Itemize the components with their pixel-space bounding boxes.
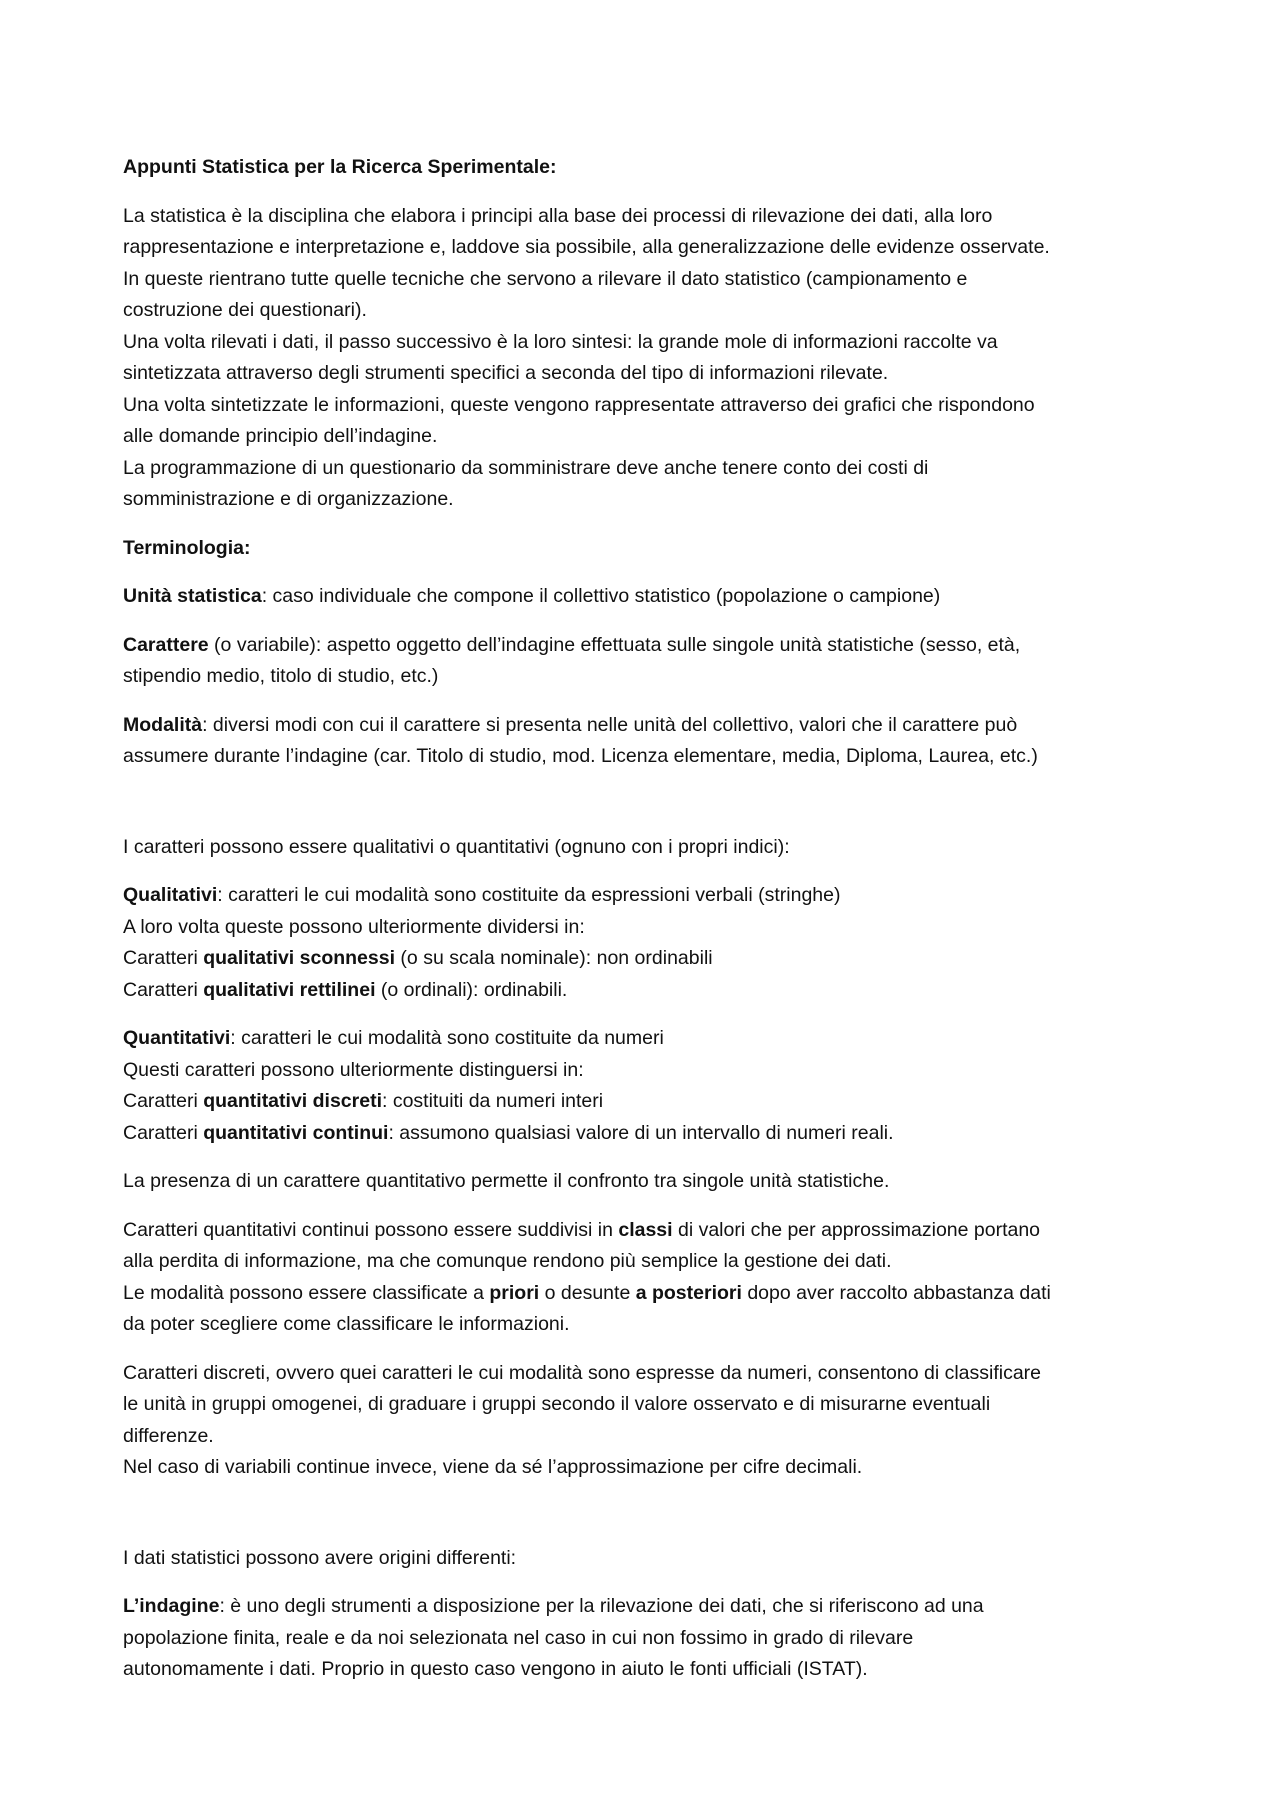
classi-line <box>123 1278 1163 1310</box>
classi-line: da poter scegliere come classificare le informazioni. <box>123 1313 570 1335</box>
discreti-line: le unità in gruppi omogenei, di graduare i gruppi secondo il valore osservato e di misurarne eventuali <box>123 1393 991 1415</box>
caratteri-intro <box>123 832 1163 864</box>
qualitativi-text: : caratteri le cui modalità sono costituite da espressioni verbali (stringhe) <box>217 884 841 906</box>
qualitativi-bold: qualitativi sconnessi <box>203 947 396 969</box>
caratteri-intro-text: I caratteri possono essere qualitativi o quantitativi (ognuno con i propri indici): <box>123 835 790 858</box>
quantitativi-line <box>123 1086 1163 1118</box>
intro-line: sintetizzata attraverso degli strumenti specifici a seconda del tipo di informazioni rilevate. <box>123 362 889 384</box>
classi-text: o desunte <box>539 1281 636 1304</box>
terminology-heading-text: Terminologia: <box>123 536 251 559</box>
classi-text: di valori che per approssimazione portano <box>672 1218 1041 1241</box>
indagine-line: autonomamente i dati. Proprio in questo caso vengono in aiuto le fonti ufficiali (ISTAT). <box>123 1658 868 1680</box>
intro-paragraph <box>123 201 1163 516</box>
quantitativi-text: : caratteri le cui modalità sono costituite da numeri <box>230 1027 664 1049</box>
quantitativi-paragraph <box>123 1023 1163 1149</box>
intro-line: Una volta sintetizzate le informazioni, queste vengono rappresentate attraverso dei grafici che rispondono <box>123 393 1035 416</box>
quantitativi-line <box>123 1023 1163 1055</box>
classi-paragraph <box>123 1215 1163 1341</box>
qualitativi-line <box>123 975 1163 1007</box>
discreti-paragraph <box>123 1358 1163 1484</box>
definition-text: : caso individuale che compone il collettivo statistico (popolazione o campione) <box>261 585 941 607</box>
classi-line <box>123 1215 1163 1247</box>
classi-text: dopo aver raccolto abbastanza dati <box>741 1281 1051 1304</box>
definition-term: Carattere <box>123 633 209 656</box>
qualitativi-term: Qualitativi <box>123 884 218 906</box>
definition-line: assumere durante l’indagine (car. Titolo di studio, mod. Licenza elementare, media, Diploma, Laurea, etc.) <box>123 745 1038 767</box>
quantitativi-text: Caratteri <box>123 1121 204 1144</box>
intro-line: alle domande principio dell’indagine. <box>123 425 438 447</box>
quantitativi-text: Caratteri <box>123 1090 204 1112</box>
qualitativi-text: Caratteri <box>123 978 204 1001</box>
qualitativi-line <box>123 880 1163 912</box>
origini-text: I dati statistici possono avere origini differenti: <box>123 1546 517 1569</box>
qualitativi-paragraph <box>123 880 1163 1006</box>
qualitativi-text: (o su scala nominale): non ordinabili <box>395 947 713 969</box>
definition-term: Unità statistica <box>123 585 262 607</box>
definition-line: stipendio medio, titolo di studio, etc.) <box>123 665 439 687</box>
presenza-text: La presenza di un carattere quantitativo permette il confronto tra singole unità statistiche. <box>123 1170 890 1192</box>
definition-line <box>123 710 1163 742</box>
qualitativi-text: Caratteri <box>123 947 204 969</box>
presenza-paragraph <box>123 1166 1163 1198</box>
quantitativi-text: : assumono qualsiasi valore di un intervallo di numeri reali. <box>388 1121 894 1144</box>
section-spacer <box>123 790 1163 832</box>
title-text: Appunti Statistica per la Ricerca Sperimentale: <box>123 156 557 178</box>
indagine-term: L’indagine <box>123 1595 220 1617</box>
terminology-heading <box>123 533 1163 565</box>
intro-line: In queste rientrano tutte quelle tecniche che servono a rilevare il dato statistico (campionamento e <box>123 267 968 290</box>
definition-line <box>123 581 1163 613</box>
quantitativi-text: : costituiti da numeri interi <box>382 1090 604 1112</box>
qualitativi-text: (o ordinali): ordinabili. <box>375 978 568 1001</box>
document-page <box>123 152 1163 1703</box>
definition-text: (o variabile): aspetto oggetto dell’indagine effettuata sulle singole unità statistiche (sesso, età, <box>208 633 1021 656</box>
origini-paragraph <box>123 1543 1163 1575</box>
intro-line: costruzione dei questionari). <box>123 299 367 321</box>
qualitativi-line: A loro volta queste possono ulteriormente dividersi in: <box>123 915 585 938</box>
definition-modalita <box>123 710 1163 773</box>
document-title <box>123 152 1163 184</box>
indagine-line <box>123 1591 1163 1623</box>
intro-line: La statistica è la disciplina che elabora i principi alla base dei processi di rilevazione dei dati, alla loro <box>123 204 993 227</box>
indagine-line: popolazione finita, reale e da noi selezionata nel caso in cui non fossimo in grado di rilevare <box>123 1626 914 1649</box>
indagine-paragraph <box>123 1591 1163 1686</box>
classi-text: Le modalità possono essere classificate a <box>123 1281 490 1304</box>
definition-text: : diversi modi con cui il carattere si presenta nelle unità del collettivo, valori che il carattere può <box>202 713 1018 736</box>
classi-bold: a posteriori <box>635 1281 742 1304</box>
classi-bold: classi <box>618 1218 673 1241</box>
quantitativi-bold: quantitativi continui <box>203 1121 389 1144</box>
definition-carattere <box>123 630 1163 693</box>
intro-line: somministrazione e di organizzazione. <box>123 488 454 510</box>
classi-text: Caratteri quantitativi continui possono essere suddivisi in <box>123 1218 619 1241</box>
intro-line: Una volta rilevati i dati, il passo successivo è la loro sintesi: la grande mole di informazioni raccolte va <box>123 330 998 353</box>
quantitativi-line <box>123 1118 1163 1150</box>
discreti-line: Caratteri discreti, ovvero quei caratteri le cui modalità sono espresse da numeri, consentono di classificare <box>123 1361 1042 1384</box>
classi-line: alla perdita di informazione, ma che comunque rendono più semplice la gestione dei dati. <box>123 1250 892 1272</box>
definition-term: Modalità <box>123 713 203 736</box>
indagine-text: : è uno degli strumenti a disposizione per la rilevazione dei dati, che si riferiscono ad una <box>219 1595 984 1617</box>
quantitativi-term: Quantitativi <box>123 1027 231 1049</box>
quantitativi-line: Questi caratteri possono ulteriormente distinguersi in: <box>123 1058 584 1081</box>
qualitativi-bold: qualitativi rettilinei <box>203 978 376 1001</box>
discreti-line: Nel caso di variabili continue invece, viene da sé l’approssimazione per cifre decimali. <box>123 1456 863 1478</box>
definition-line <box>123 630 1163 662</box>
section-spacer <box>123 1501 1163 1543</box>
discreti-line: differenze. <box>123 1424 214 1447</box>
intro-line: La programmazione di un questionario da somministrare deve anche tenere conto dei costi di <box>123 456 929 479</box>
quantitativi-bold: quantitativi discreti <box>203 1090 382 1112</box>
qualitativi-line <box>123 943 1163 975</box>
definition-unita-statistica <box>123 581 1163 613</box>
classi-bold: priori <box>489 1281 540 1304</box>
intro-line: rappresentazione e interpretazione e, laddove sia possibile, alla generalizzazione delle evidenze osservate. <box>123 236 1050 258</box>
